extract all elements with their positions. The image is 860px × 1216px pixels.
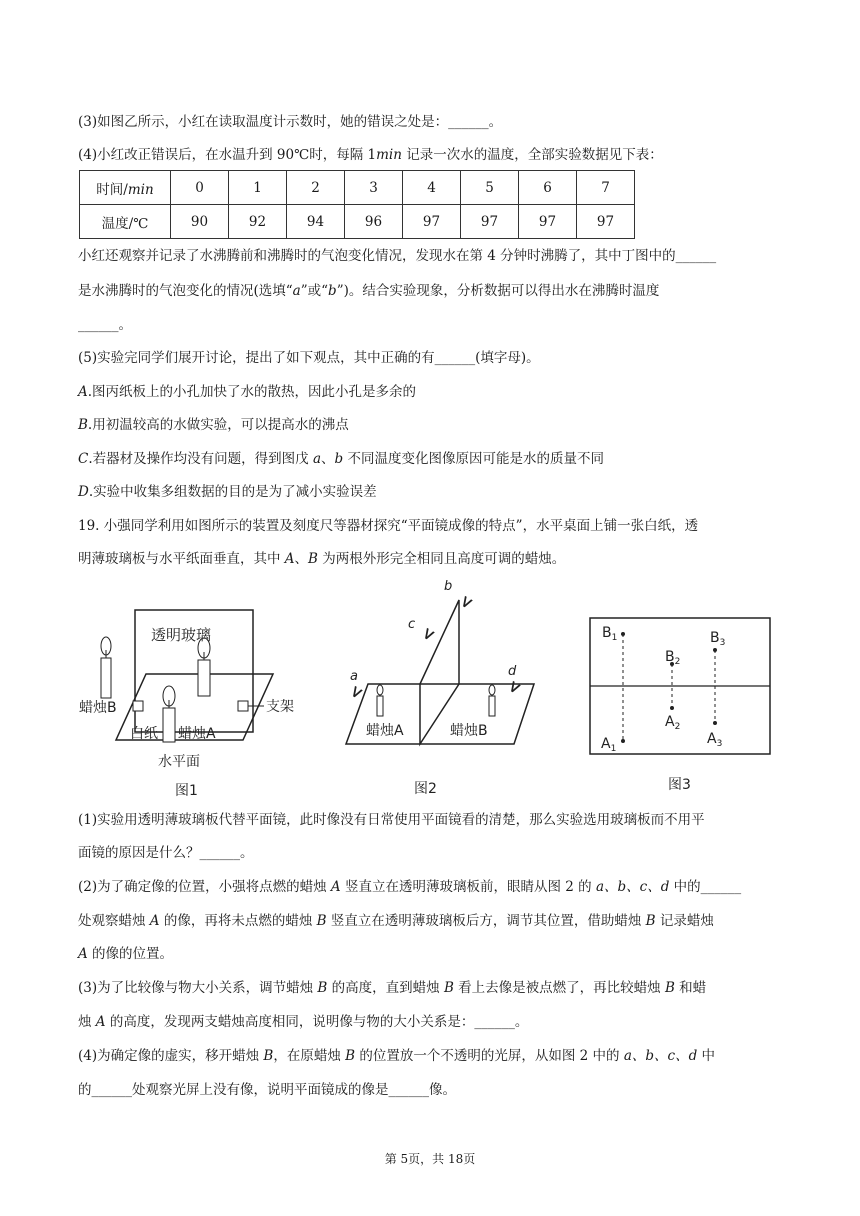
p3-line-1: (3)为了比较像与物大小关系，调节蜡烛 B 的高度，直到蜡烛 B 看上去像是被点燃了，再比较蜡烛 B 和蜡: [78, 980, 707, 996]
q4-line: (4)小红改正错误后，在水温升到 90℃时，每隔 1min 记录一次水的温度，全部实验数据见下表：: [78, 147, 663, 163]
table-cell: 2: [287, 171, 345, 205]
table-header-time: 时间/min: [80, 171, 171, 205]
table-cell: 97: [577, 205, 635, 239]
label-b1: $B_1$: [602, 625, 618, 643]
paper-label: 白纸: [130, 726, 158, 742]
option-c: C.若器材及操作均没有问题，得到图戊 a、b 不同温度变化图像原因可能是水的质量不同: [78, 451, 604, 467]
table-cell: 5: [461, 171, 519, 205]
table-cell: 90: [171, 205, 229, 239]
candle-a-label: 蜡烛A: [178, 726, 216, 742]
label-b2: $B_2$: [665, 649, 681, 667]
p2-line-2: 处观察蜡烛 A 的像，再将未点燃的蜡烛 B 竖直立在透明薄玻璃板后方，调节其位置，借助蜡烛 B 记录蜡烛: [78, 913, 714, 929]
table-cell: 94: [287, 205, 345, 239]
q19-line-1: 19. 小强同学利用如图所示的装置及刻度尺等器材探究“平面镜成像的特点”，水平桌面上铺一张白纸，透: [78, 518, 699, 534]
eye-c-icon: <: [416, 623, 440, 645]
eye-a-icon: <: [344, 681, 368, 703]
q5-line: (5)实验完同学们展开讨论，提出了如下观点，其中正确的有______(填字母)。: [78, 350, 540, 366]
table-cell: 1: [229, 171, 287, 205]
p2-line-1: (2)为了确定像的位置，小强将点燃的蜡烛 A 竖直立在透明薄玻璃板前，眼睛从图 2 的 a、b、c、d 中的______: [78, 879, 742, 895]
page-footer: 第 5页，共 18页: [384, 1152, 476, 1166]
table-cell: 92: [229, 205, 287, 239]
table-cell: 97: [403, 205, 461, 239]
figure-1-caption: 图1: [175, 783, 198, 799]
table-cell: 96: [345, 205, 403, 239]
eye-b-icon: <: [454, 591, 478, 613]
candle-a: [163, 686, 175, 742]
p3-line-2: 烛 A 的高度，发现两支蜡烛高度相同，说明像与物的大小关系是：______。: [78, 1014, 529, 1030]
figure-3: [588, 578, 778, 807]
point-b-label: b: [444, 579, 453, 594]
point-a-label: a: [350, 669, 358, 684]
table-row: [80, 171, 635, 205]
point-c-label: c: [408, 617, 416, 632]
label-b3: $B_3$: [710, 630, 726, 648]
q19-line-2: 明薄玻璃板与水平纸面垂直，其中 A、B 为两根外形完全相同且高度可调的蜡烛。: [78, 551, 566, 567]
obs-line-2: 是水沸腾时的气泡变化的情况(选填“a”或“b”)。结合实验现象，分析数据可以得出水在沸腾时温度: [78, 283, 660, 299]
figure-3-caption: 图3: [668, 777, 691, 793]
option-d: D.实验中收集多组数据的目的是为了减小实验误差: [78, 484, 377, 500]
option-b: B.用初温较高的水做实验，可以提高水的沸点: [78, 417, 349, 433]
option-a: A.图丙纸板上的小孔加快了水的散热，因此小孔是多余的: [78, 384, 417, 400]
table-cell: 97: [461, 205, 519, 239]
label-a3: $A_3$: [707, 731, 723, 749]
table-cell: 0: [171, 171, 229, 205]
obs-line-1: 小红还观察并记录了水沸腾前和沸腾时的气泡变化情况，发现水在第 4 分钟时沸腾了，其中丁图中的______: [78, 248, 717, 264]
candle-b: [489, 685, 495, 716]
table-header-temp: 温度/℃: [80, 205, 171, 239]
eye-d-icon: <: [502, 676, 526, 698]
p2-line-3: A 的像的位置。: [78, 946, 174, 962]
stand-left: [133, 701, 143, 711]
stand-right: [238, 701, 248, 711]
table-cell: 4: [403, 171, 461, 205]
temperature-table: [79, 170, 635, 239]
p1-line-1: (1)实验用透明薄玻璃板代替平面镜，此时像没有日常使用平面镜看的清楚，那么实验选用玻璃板而不用平: [78, 812, 705, 828]
candle-b: [101, 637, 111, 698]
figure-1: [78, 578, 318, 807]
table-cell: 3: [345, 171, 403, 205]
table-cell: 97: [519, 205, 577, 239]
table-row: [80, 205, 635, 239]
glass-label: 透明玻璃: [151, 626, 212, 644]
candle-b-label: 蜡烛B: [450, 723, 488, 739]
plane-label: 水平面: [158, 754, 200, 770]
figure-2-caption: 图2: [414, 781, 437, 797]
table-cell: 6: [519, 171, 577, 205]
candle-b-label: 蜡烛B: [79, 700, 117, 716]
table-cell: 7: [577, 171, 635, 205]
q3-line: (3)如图乙所示，小红在读取温度计示数时，她的错误之处是：______。: [78, 114, 503, 130]
candle-a-label: 蜡烛A: [366, 723, 404, 739]
p4-line-1: (4)为确定像的虚实，移开蜡烛 B，在原蜡烛 B 的位置放一个不透明的光屏，从如图 2 中的 a、b、c、d 中: [78, 1048, 716, 1064]
stand-label: 支架: [266, 699, 294, 715]
p1-line-2: 面镜的原因是什么？______。: [78, 845, 254, 861]
candle-a: [377, 685, 383, 716]
label-a1: $A_1$: [601, 736, 617, 754]
point-d-label: d: [508, 664, 517, 679]
obs-line-3: ______。: [78, 317, 132, 333]
p4-line-2: 的______处观察光屏上没有像，说明平面镜成的像是______像。: [78, 1082, 456, 1098]
label-a2: $A_2$: [665, 714, 681, 732]
candle-image: [198, 638, 210, 696]
figure-2: [338, 578, 563, 807]
